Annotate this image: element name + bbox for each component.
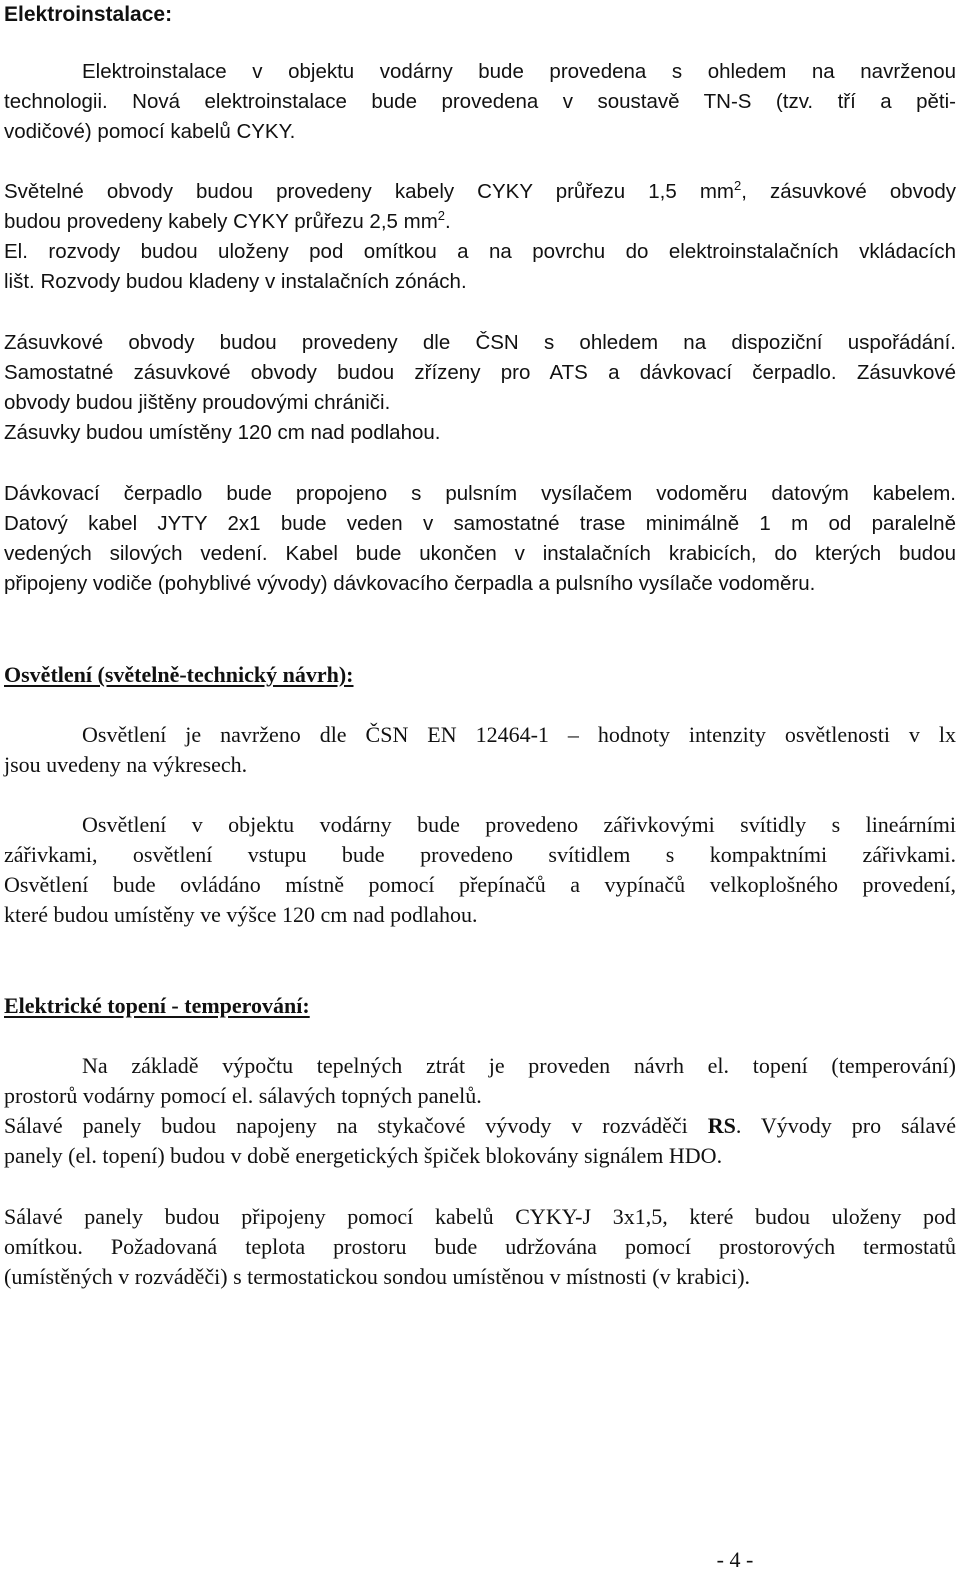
paragraph-osvetleni-norm [4,720,956,780]
text-line [4,177,956,207]
text-line: Elektroinstalace v objektu vodárny bude provedena s ohledem na navrženou [82,60,956,83]
text-line: jsou uvedeny na výkresech. [4,752,248,777]
text-line: Samostatné zásuvkové obvody budou zřízeny pro ATS a dávkovací čerpadlo. Zásuvkové [4,361,956,384]
text-line: El. rozvody budou uloženy pod omítkou a na povrchu do elektroinstalačních vkládacích [4,240,956,263]
text-line: Osvětlení je navrženo dle ČSN EN 12464-1 – hodnoty intenzity osvětlenosti v lx [82,722,956,747]
text-line: (umístěných v rozváděči) s termostatickou sondou umístěnou v místnosti (v krabici). [4,1264,751,1289]
text-line: prostorů vodárny pomocí el. sálavých topných panelů. [4,1083,482,1108]
page-number: - 4 - [716,1547,754,1572]
superscript: 2 [437,208,446,223]
text-line: lišt. Rozvody budou kladeny v instalačních zónách. [4,270,467,293]
text-line: které budou umístěny ve výšce 120 cm nad podlahou. [4,902,478,927]
text-line [4,207,956,237]
paragraph-elektro-cables [4,177,956,297]
text-fragment: Sálavé panely budou napojeny na stykačové vývody v rozváděči [4,1113,708,1138]
section-heading-topeni: Elektrické topení - temperování: [4,993,310,1018]
text-line: Datový kabel JYTY 2x1 bude veden v samostatné trase minimálně 1 m od paralelně [4,512,956,535]
text-fragment: budou provedeny kabely CYKY průřezu 2,5 mm [4,210,438,233]
section-heading-elektroinstalace: Elektroinstalace: [4,3,173,26]
text-line: Osvětlení bude ovládáno místně pomocí přepínačů a vypínačů velkoplošného provedení, [4,872,956,897]
text-line: technologii. Nová elektroinstalace bude provedena v soustavě TN-S (tzv. tří a pěti- [4,90,956,113]
text-line: Zásuvky budou umístěny 120 cm nad podlahou. [4,421,441,444]
text-line: Sálavé panely budou připojeny pomocí kabelů CYKY-J 3x1,5, které budou uloženy pod [4,1204,956,1229]
superscript: 2 [733,178,742,193]
text-line: obvody budou jištěny proudovými chrániči. [4,391,391,414]
text-line: omítkou. Požadovaná teplota prostoru bude udržována pomocí prostorových termostatů [4,1234,956,1259]
text-line: Zásuvkové obvody budou provedeny dle ČSN s ohledem na dispoziční uspořádání. [4,331,956,354]
section-heading-osvetleni: Osvětlení (světelně-technický návrh): [4,662,354,687]
text-fragment: , zásuvkové obvody [741,180,956,203]
page-footer [0,1545,960,1575]
text-fragment: . Vývody pro sálavé [735,1113,956,1138]
text-line: vedených silových vedení. Kabel bude ukončen v instalačních krabicích, do kterých budou [4,542,956,565]
text-line: zářivkami, osvětlení vstupu bude provedeno svítidlem s kompaktními zářivkami. [4,842,956,867]
text-line: Dávkovací čerpadlo bude propojeno s pulsním vysílačem vodoměru datovým kabelem. [4,482,956,505]
paragraph-elektro-pump [4,479,956,599]
paragraph-topeni-cables [4,1202,956,1292]
paragraph-elektro-sockets [4,328,956,448]
text-line: panely (el. topení) budou v době energetických špiček blokovány signálem HDO. [4,1143,723,1168]
text-line: Osvětlení v objektu vodárny bude provedeno zářivkovými svítidly s lineárními [82,812,956,837]
text-line: vodičové) pomocí kabelů CYKY. [4,120,296,143]
text-line: Na základě výpočtu tepelných ztrát je proveden návrh el. topení (temperování) [82,1053,956,1078]
paragraph-topeni-design [4,1051,956,1171]
paragraph-osvetleni-fixtures [4,810,956,930]
text-fragment: Světelné obvody budou provedeny kabely CYKY průřezu 1,5 mm [4,180,734,203]
text-line [4,1111,956,1141]
paragraph-elektro-intro [4,57,956,147]
switchboard-label: RS [707,1113,736,1138]
text-fragment: . [445,210,451,233]
text-line: připojeny vodiče (pohyblivé vývody) dávkovacího čerpadla a pulsního vysílače vodoměru. [4,572,816,595]
